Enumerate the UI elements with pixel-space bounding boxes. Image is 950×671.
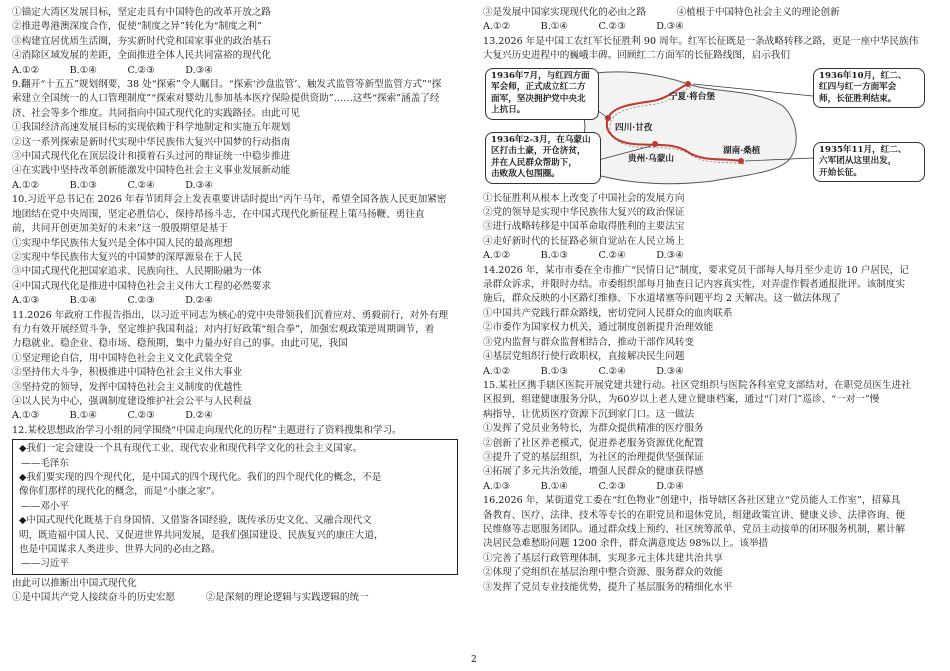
q13-item-2: ②党的领导是实现中华民族伟大复兴的政治保证 [483, 207, 685, 219]
q13-item-4: ④走好新时代的长征路必须自觉站在人民立场上 [483, 235, 685, 247]
q9-item-2: ②这一系列探索是新时代实现中华民族伟大复兴中国梦的行动指南 [12, 136, 291, 148]
quote-deng-author: ——邓小平 [21, 500, 69, 512]
quote-xi-3: 也是中国谋求人类进步、世界大同的必由之路。 [19, 544, 221, 556]
q14-item-4: ④基层党组织行使行政职权，直接解决民生问题 [483, 351, 685, 363]
q16-item-2: ②体现了党组织在基层治理中整合资源、服务群众的效能 [483, 567, 723, 579]
quote-xi-2: 明，既造福中国人民、又促进世界共同发展，是我们强国建设、民族复兴的康庄大道， [19, 529, 384, 541]
q14-stem-3: 施后，群众反映的小区路灯维修、下水道堵塞等问题平均 2 天解决。这一做法体现了 [483, 293, 841, 305]
q12-quote-box [12, 439, 458, 575]
q9-item-1: ①我国经济高速发展目标的实现依赖于科学地制定和实施五年规划 [12, 122, 291, 134]
q15-options: A.①③ B.①④ C.②③ D.②④ [483, 480, 684, 492]
q16-item-1: ①完善了基层行政管理体制，实现多元主体共建共治共享 [483, 552, 723, 564]
q11-stem-2: 有力有效开展经贸斗争，坚定维护我国利益；对内打好政策“组合拳”，加强宏观政策逆周期调节，着 [12, 323, 435, 335]
q11-item-1: ①坚定理论自信，用中国特色社会主义文化武装全党 [12, 352, 233, 364]
quote-deng-1: ◆我们要实现的四个现代化，是中国式的四个现代化。我们的四个现代化的概念，不是 [19, 472, 382, 483]
q14-item-1: ①中国共产党践行群众路线，密切党同人民群众的血肉联系 [483, 307, 733, 319]
q14-stem-2: 录群众诉求，并限时办结。市委组织部每月抽查日记内容真实性，对弄虚作假者通报批评。该制度实 [483, 279, 906, 291]
q15-stem-1: 15.某社区携手辖区医院开展党建共建行动。社区党组织与医院各科室党支部结对，在职党员医生进社 [483, 379, 911, 391]
q15-stem-3: 病指导，让优质医疗资源下沉到家门口。这一做法 [483, 408, 695, 420]
q11-item-2: ②坚持伟大斗争，积极推进中国特色社会主义伟大事业 [12, 367, 243, 379]
place-ganzi: 四川·甘孜 [615, 122, 653, 133]
q15-stem-2: 区报到，组建健康服务分队，为60岁以上老人建立健康档案，通过“门对门”巡诊、“一对一”慢 [483, 394, 880, 406]
quote-xi-author: ——习近平 [21, 558, 69, 570]
q13-stem-2: 大复兴历史进程中的巍峨丰碑。回顾红二方面军的长征路线图，启示我们 [483, 50, 790, 62]
q12-conclusion: 由此可以推断出中国式现代化 [12, 577, 137, 589]
q16-stem-4: 决居民急难愁盼问题 1200 余件，群众满意度达 98%以上。该举措 [483, 538, 769, 550]
q9-stem-3: 济、社会等多个维度。共同指向中国式现代化的实践路径。由此可见 [12, 107, 300, 119]
q10-item-3: ③中国式现代化把国家追求、民族向往、人民期盼融为一体 [12, 266, 262, 278]
q11-stem-1: 11.2026 年政府工作报告指出，以习近平同志为核心的党中央带领我们沉着应对、勇毅前行，对外有理 [12, 309, 449, 321]
long-march-route-map [483, 66, 935, 190]
q10-stem-2: 地团结在党中央周围，坚定必胜信心，保持昂扬斗志，在中国式现代化新征程上策马扬鞭、勇往直 [12, 208, 425, 220]
place-sangzhi: 湖南·桑植 [723, 145, 761, 156]
q15-item-4: ④拓展了多元共治效能，增强人民群众的健康获得感 [483, 466, 704, 478]
q14-options: A.①② B.①③ C.②④ D.③④ [483, 365, 684, 377]
q16-stem-1: 16.2026 年，某街道党工委在“红色物业”创建中，指导辖区各社区建立“党员能人工作室”，招募具 [483, 495, 901, 507]
q8-item-4: ④消除区域发展的差距，全面推进全体人民共同富裕的现代化 [12, 50, 272, 62]
q10-options: A.①③ B.①④ C.②③ D.②④ [12, 295, 213, 307]
q13-item-3: ③进行战略转移是中国革命取得胜利的主要法宝 [483, 221, 685, 233]
q11-item-4: ④以人民为中心，强调制度建设维护社会公平与人民利益 [12, 395, 252, 407]
q16-stem-2: 备教育、医疗、法律、技术等专长的在职党员和退休党员，组建政策宣讲、健康义诊、法律咨询、便 [483, 509, 906, 521]
page-number: 2 [471, 655, 477, 665]
quote-mao: ◆我们一定会建设一个具有现代工业、现代农业和现代科学文化的社会主义国家。 [19, 443, 363, 455]
q11-stem-3: 力稳就业、稳企业、稳市场、稳预期，集中力量办好自己的事。由此可见，我国 [12, 338, 348, 350]
q14-item-2: ②市委作为国家权力机关，通过制度创新提升治理效能 [483, 322, 714, 334]
q10-stem-3: 前，共同开创更加美好的未来”这一殷殷期望是基于 [12, 223, 228, 235]
callout-jiangtaibao: 1936年10月，红二、 红四与红一方面军会 师，长征胜利结束。 [813, 68, 925, 109]
q9-stem-2: 索建立全国统一的人口管理制度”“探索对婴幼儿参加基本医疗保险提供资助”……这些“探索”涵盖了经 [12, 93, 440, 105]
q10-item-2: ②实现中华民族伟大复兴的中国梦的深厚源泉在于人民 [12, 251, 243, 263]
q13-stem-1: 13.2026 年是中国工农红军长征胜利 90 周年。红军长征既是一条战略转移之路，更是一座中华民族伟 [483, 35, 919, 47]
place-jiangtaibao: 宁夏·将台堡 [669, 91, 715, 102]
marker-wumengshan [652, 141, 658, 147]
quote-xi-1: ◆中国式现代化既基于自身国情、又借鉴各国经验，既传承历史文化、又融合现代文 [19, 515, 372, 527]
q16-item-3: ③发挥了党员专业技能优势，提升了基层服务的精细化水平 [483, 581, 733, 593]
q14-stem-1: 14.2026 年，某市市委在全市推广“民情日记”制度，要求党员干部每人每月至少走访 10 户居民，记 [483, 264, 909, 276]
q15-item-3: ③提升了党的基层组织，为社区的治理提供坚强保证 [483, 451, 704, 463]
quote-mao-author: ——毛泽东 [21, 457, 69, 469]
q12-items-3-4: ③是发展中国家实现现代化的必由之路 ④植根于中国特色社会主义的理论创新 [483, 7, 840, 18]
place-wumengshan: 贵州·乌蒙山 [628, 153, 674, 164]
quote-deng-2: 像你们那样的现代化的概念，而是“小康之家”。 [19, 486, 221, 498]
callout-sangzhi: 1935年11月，红二、 六军团从这里出发， 开始长征。 [813, 142, 925, 183]
q8-item-2: ②推进粤港澳深度合作，促使“制度之异”转化为“制度之利” [12, 21, 262, 33]
callout-wumengshan: 1936年2-3月，在乌蒙山 区打击土豪，开仓济贫， 并在人民群众帮助下， 击败敌人包围圈。 [485, 132, 601, 184]
right-column [483, 6, 935, 595]
q13-options: A.①② B.①③ C.②④ D.③④ [483, 250, 684, 262]
q9-item-3: ③中国式现代化在顶层设计和摸着石头过河的辩证统一中稳步推进 [12, 151, 291, 163]
q12-items-1-2: ①是中国共产党人接续奋斗的历史宏愿 ②是深刻的理论逻辑与实践逻辑的统一 [12, 592, 369, 604]
q11-options: A.①③ B.①④ C.②③ D.②④ [12, 410, 213, 422]
q8-options: A.①② B.①④ C.②③ D.③④ [12, 64, 213, 76]
q13-item-1: ①长征胜利从根本上改变了中国社会的发展方向 [483, 192, 685, 204]
q14-item-3: ③党内监督与群众监督相结合，推动干部作风转变 [483, 336, 695, 348]
q15-item-2: ②创新了社区养老模式，促进养老服务资源优化配置 [483, 437, 704, 449]
q12-intro: 12.某校思想政治学习小组的同学围绕“中国走向现代化的历程”主题进行了资料搜集和学习。 [12, 424, 402, 436]
q10-item-1: ①实现中华民族伟大复兴是全体中国人民的最高理想 [12, 237, 233, 249]
q15-item-1: ①发挥了党员业务特长，为群众提供精准的医疗服务 [483, 423, 704, 435]
q8-item-1: ①锚定大湾区发展目标，坚定走具有中国特色的改革开放之路 [12, 7, 272, 18]
marker-sangzhi [738, 158, 744, 164]
q8-item-3: ③构建宜居优质生活圈，夯实新时代党和国家事业的政治基石 [12, 35, 272, 47]
q16-stem-3: 民维修等志愿服务团队。通过群众线上预约、社区统筹派单、党员主动接单的闭环服务机制，累计解 [483, 523, 906, 535]
q9-options: A.①② B.①③ C.②④ D.③④ [12, 179, 213, 191]
callout-ganzi: 1936年7月，与红四方面 军会师，正式成立红二方 面军，坚决拥护党中央北 上抗日。 [485, 68, 599, 120]
q12-options: A.①② B.①④ C.②③ D.③④ [483, 21, 684, 33]
left-column [12, 6, 458, 606]
marker-jiangtaibao [685, 81, 691, 87]
q9-item-4: ④在实践中坚持改革创新能激发中国特色社会主义事业发展新动能 [12, 165, 291, 177]
q9-stem-1: 9.翻开“十五五”规划纲要，38 处“探索”令人瞩目。“探索‘沙盘监管’、触发式监管等新型监管方式”“探 [12, 79, 442, 91]
q10-item-4: ④中国式现代化是推进中国特色社会主义伟大工程的必然要求 [12, 280, 272, 292]
q10-stem-1: 10.习近平总书记在 2026 年春节团拜会上发表重要讲话时提出“丙午马年，希望全国各族人民更加紧密 [12, 194, 447, 206]
q11-item-3: ③坚持党的领导，发挥中国特色社会主义制度的优越性 [12, 381, 243, 393]
